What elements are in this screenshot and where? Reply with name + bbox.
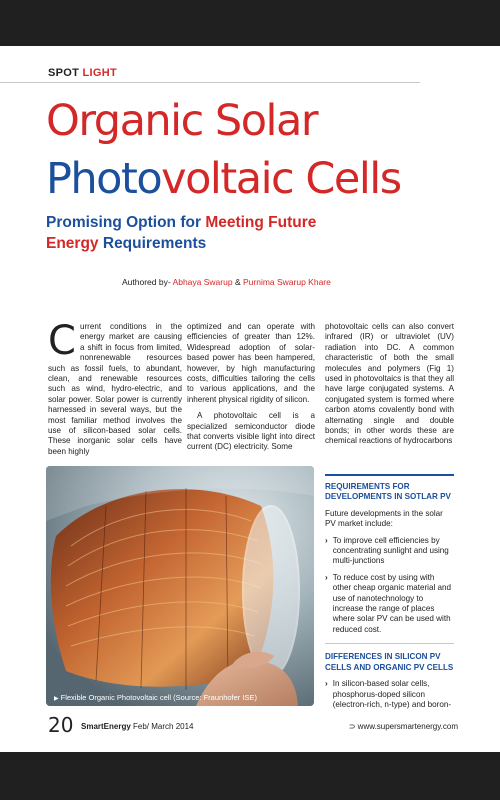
body-column-3 [325, 322, 454, 453]
subtitle-part3: Energy [46, 235, 99, 252]
globe-icon: ⊃ [348, 722, 358, 731]
byline-joiner: & [232, 277, 243, 287]
title-line1: Organic Solar [46, 96, 318, 146]
col2-paragraph-2: A photovoltaic cell is a specialized semiconductor diode that converts visible light into direct current (DC) electricity. Some [187, 411, 315, 452]
section-label-b: LIGHT [82, 67, 118, 79]
article-title [46, 92, 401, 208]
chevron-right-icon: › [325, 535, 328, 545]
section-label-a: SPOT [48, 67, 83, 79]
magazine-page [0, 46, 500, 752]
sidebar-intro: Future developments in the solar PV market include: [325, 508, 443, 529]
sidebar-heading-differences: DIFFERENCES IN SILICON PV CELLS AND ORGANIC PV CELLS [325, 652, 454, 672]
body-column-2 [187, 322, 315, 459]
subtitle-part1: Promising Option for [46, 214, 206, 231]
magazine-name: SmartEnergy [81, 722, 131, 731]
sidebar-bullet [325, 573, 454, 635]
chevron-right-icon: › [325, 572, 328, 582]
byline-prefix: Authored by- [122, 277, 173, 287]
website-url-text: www.supersmartenergy.com [357, 722, 458, 731]
photo-caption [54, 693, 257, 702]
sidebar-bullet [325, 679, 454, 710]
page-number: 20 [48, 713, 74, 737]
author-1: Abhaya Swarup [172, 277, 233, 287]
page-footer [48, 713, 458, 737]
title-line2-b: voltaic Cells [161, 154, 401, 204]
byline [122, 277, 331, 287]
caption-text: Flexible Organic Photovoltaic cell (Source: Fraunhofer ISE) [60, 693, 257, 702]
col2-paragraph-1: optimized and can operate with efficiencies of greater than 12%. Widespread adoption of solar-based power has been hampered, however, by high manufacturing costs, difficulties tailoring the cells to various applications, and the inherent physical rigidity of silicon. [187, 322, 315, 404]
drop-cap: C [48, 318, 76, 364]
col3-paragraph: photovoltaic cells can also convert infrared (IR) or ultraviolet (UV) radiation into DC. A common characteristic of both the small molecules and polymers (Fig 1) used in photovoltaics is that they all have large conjugated systems. A conjugated system is formed where carbon atoms covalently bond with alternating single and double bonds; in other words these are chemical reactions of hydrocarbons [325, 322, 454, 446]
sidebar-divider [325, 643, 454, 644]
section-label [48, 67, 117, 79]
sidebar-top-rule [325, 474, 454, 476]
bullet-2-text: To reduce cost by using with other cheap organic material and use of nanotechnology to increase the range of places where solar PV can be used with reduced cost. [332, 572, 452, 634]
bullet-1-text: To improve cell efficiencies by concentrating sunlight and using multi-junctions [332, 535, 449, 566]
body-column-1 [48, 318, 182, 463]
bullet-3-text: In silicon-based solar cells, phosphorus-doped silicon (electron-rich, n-type) and boron- [332, 679, 452, 709]
section-divider [0, 82, 420, 83]
website-url [349, 722, 458, 731]
article-subtitle [46, 212, 466, 254]
magazine-issue [81, 722, 194, 731]
author-2: Purnima Swarup Khare [242, 277, 331, 287]
viewer-bottom-bar [0, 752, 500, 800]
flexible-solar-cell-illustration [46, 466, 314, 706]
issue-date: Feb/ March 2014 [130, 722, 194, 731]
sidebar-box [325, 474, 454, 716]
chevron-right-icon: › [325, 679, 328, 689]
title-line2-a: Photo [46, 154, 162, 204]
viewer-top-bar [0, 0, 500, 46]
sidebar-heading-requirements: REQUIREMENTS FOR DEVELOPMENTS IN SOTLAR PV [325, 482, 451, 502]
sidebar-bullet [325, 536, 454, 567]
subtitle-part2: Meeting Future [205, 214, 317, 231]
caption-arrow-icon: ▶ [54, 696, 59, 702]
article-photo [46, 466, 314, 706]
subtitle-part4: Requirements [98, 235, 207, 252]
col1-paragraph: urrent conditions in the energy market are causing a shift in focus from limited, nonrenewable resources such as fossil fuels, to abundant, clean, and renewable resources such as wind, hydro-electric, and solar power. Solar power is currently harnessed in several ways, but the most familiar method involves the use of silicon-based solar cells. These inorganic solar cells have been highly [48, 322, 182, 456]
